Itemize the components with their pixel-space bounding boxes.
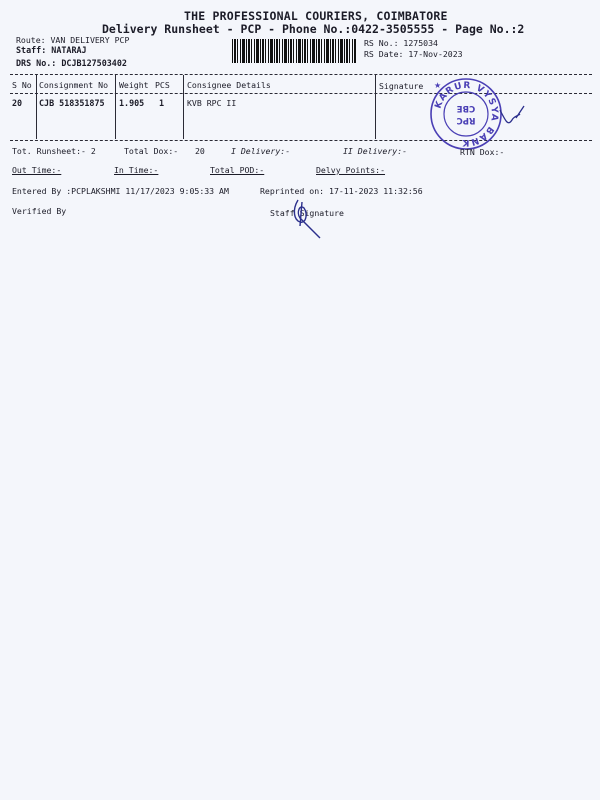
staff-signature-label: Staff Signature bbox=[270, 208, 344, 218]
bank-stamp bbox=[428, 74, 532, 154]
i-delivery: I Delivery:- bbox=[231, 146, 291, 156]
col-header-consignment: Consignment No bbox=[39, 80, 109, 90]
ii-delivery: II Delivery:- bbox=[343, 146, 408, 156]
rs-number: RS No.: 1275034 bbox=[364, 38, 438, 48]
route-label: Route: VAN DELIVERY PCP bbox=[16, 35, 130, 45]
row-consignee: KVB RPC II bbox=[187, 98, 237, 108]
col-divider bbox=[183, 75, 184, 139]
delvy-points: Delvy Points:- bbox=[316, 165, 386, 175]
col-divider bbox=[375, 75, 376, 139]
col-divider bbox=[115, 75, 116, 139]
signature-scribble bbox=[500, 106, 524, 123]
stamp-star-icon: ★ bbox=[434, 81, 442, 90]
barcode bbox=[232, 39, 356, 63]
entered-by: Entered By :PCPLAKSHMI 11/17/2023 9:05:33 AM bbox=[12, 186, 229, 196]
col-header-sno: S No bbox=[12, 80, 32, 90]
verified-by: Verified By bbox=[12, 206, 67, 216]
reprinted-on: Reprinted on: 17-11-2023 11:32:56 bbox=[260, 186, 423, 196]
company-name: THE PROFESSIONAL COURIERS, COIMBATORE bbox=[184, 9, 448, 23]
in-time: In Time:- bbox=[114, 165, 159, 175]
runsheet-title: Delivery Runsheet - PCP - Phone No.:0422-3505555 - Page No.:2 bbox=[102, 22, 525, 36]
staff-label: Staff: NATARAJ bbox=[16, 45, 87, 55]
col-divider bbox=[36, 75, 37, 139]
rs-date: RS Date: 17-Nov-2023 bbox=[364, 49, 463, 59]
row-pcs: 1 bbox=[159, 98, 165, 108]
row-weight: 1.905 bbox=[119, 98, 145, 108]
tot-runsheet: Tot. Runsheet:- 2 bbox=[12, 146, 96, 156]
col-header-weight: Weight bbox=[119, 80, 149, 90]
col-header-pcs: PCS bbox=[155, 80, 170, 90]
total-pod: Total POD:- bbox=[210, 165, 265, 175]
total-dox-label: Total Dox:- bbox=[124, 146, 179, 156]
stamp-ring-text: KARUR VYSYA BANK bbox=[433, 80, 500, 148]
total-dox-value: 20 bbox=[195, 146, 205, 156]
col-header-signature: Signature bbox=[379, 81, 424, 91]
stamp-inner-line2: CBE bbox=[456, 103, 476, 113]
out-time: Out Time:- bbox=[12, 165, 62, 175]
rtn-dox: RTN Dox:- bbox=[460, 147, 505, 157]
stamp-inner-line1: RPC bbox=[456, 115, 476, 125]
col-header-consignee: Consignee Details bbox=[187, 80, 271, 90]
drs-number: DRS No.: DCJB127503402 bbox=[16, 58, 127, 68]
row-sno: 20 bbox=[12, 98, 23, 108]
stamp-seal bbox=[431, 79, 501, 149]
staff-signature-mark bbox=[288, 196, 328, 242]
row-consignment-no: CJB 518351875 bbox=[39, 98, 105, 108]
